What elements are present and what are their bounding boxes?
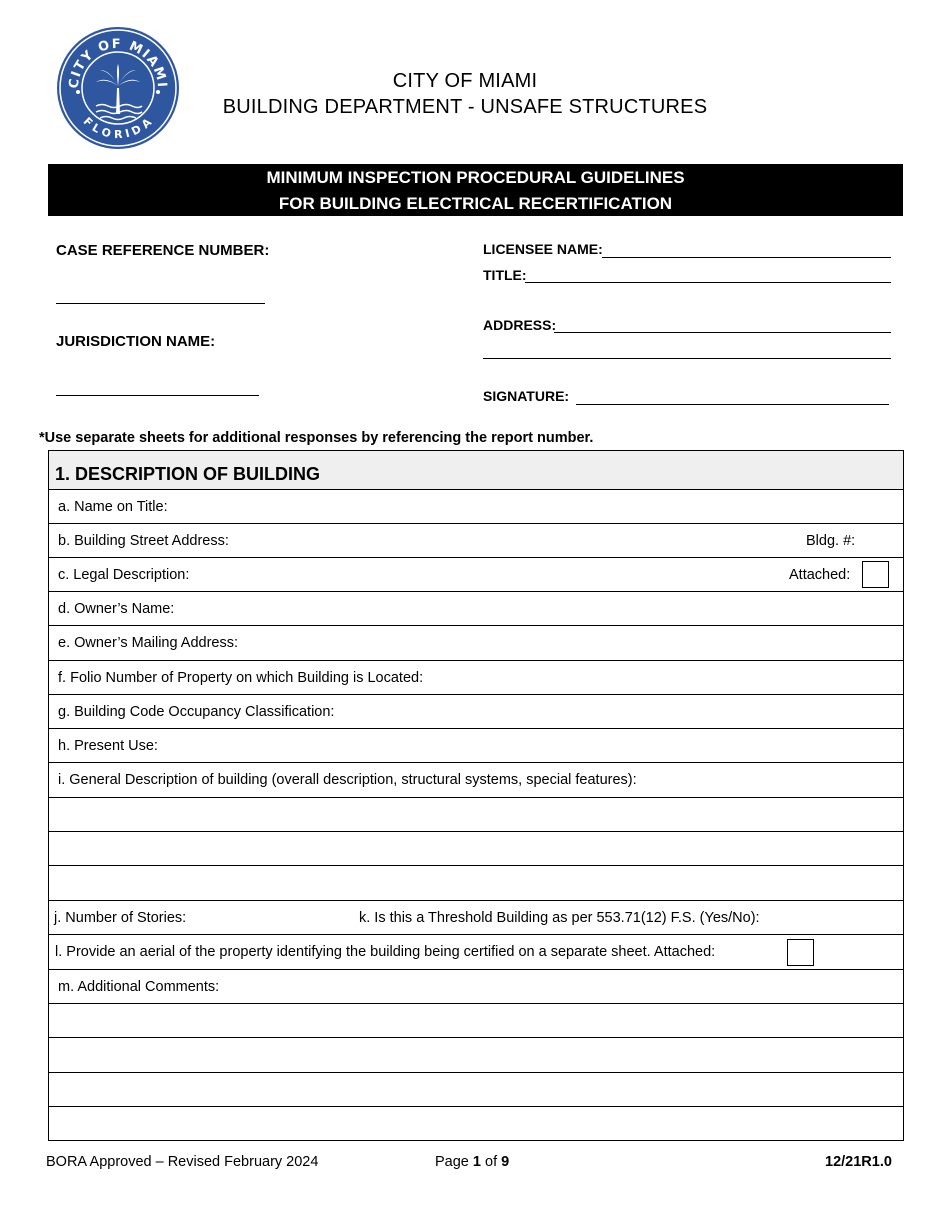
description-of-building-table [48, 450, 904, 1141]
svg-text:FLORIDA: FLORIDA [80, 114, 156, 142]
row-comments-blank-3[interactable] [49, 1073, 903, 1107]
row-comments-blank-2[interactable] [49, 1038, 903, 1073]
jurisdiction-field[interactable] [56, 395, 259, 396]
row-comments-blank-4[interactable] [49, 1107, 903, 1140]
owners-name-label: d. Owner’s Name: [58, 601, 175, 617]
case-reference-label: CASE REFERENCE NUMBER: [56, 242, 270, 259]
address-label: ADDRESS: [483, 317, 557, 333]
title-field[interactable] [525, 282, 891, 283]
row-general-description-blank-1[interactable] [49, 798, 903, 832]
svg-text:CITY OF MIAMI: CITY OF MIAMI [66, 36, 170, 90]
footer-page-number [435, 1154, 509, 1170]
footer-approval: BORA Approved – Revised February 2024 [46, 1154, 319, 1170]
section-heading [49, 451, 903, 490]
licensee-field[interactable] [602, 257, 891, 258]
bldg-number-label: Bldg. #: [806, 533, 856, 549]
legal-description-label: c. Legal Description: [58, 567, 190, 583]
threshold-building-label: k. Is this a Threshold Building as per 553.71(12) F.S. (Yes/No): [359, 910, 760, 926]
address-field-line-1[interactable] [554, 332, 891, 333]
footer-form-code: 12/21R1.0 [825, 1154, 892, 1170]
row-general-description[interactable] [49, 763, 903, 798]
legal-attached-checkbox[interactable] [862, 561, 889, 588]
aerial-attached-checkbox[interactable] [787, 939, 814, 966]
present-use-label: h. Present Use: [58, 738, 158, 754]
banner-line-1: MINIMUM INSPECTION PROCEDURAL GUIDELINES [266, 168, 685, 187]
row-general-description-blank-2[interactable] [49, 832, 903, 866]
jurisdiction-label: JURISDICTION NAME: [56, 333, 216, 350]
page-word: Page [435, 1154, 469, 1170]
header-line-1: CITY OF MIAMI [392, 70, 538, 92]
title-banner [48, 164, 903, 216]
additional-comments-label: m. Additional Comments: [58, 979, 220, 995]
row-owners-name[interactable] [49, 592, 903, 626]
address-field-line-2[interactable] [483, 358, 891, 359]
row-general-description-blank-3[interactable] [49, 866, 903, 901]
owners-mailing-address-label: e. Owner’s Mailing Address: [58, 635, 238, 651]
general-description-label: i. General Description of building (overall description, structural systems, special features): [58, 772, 637, 788]
section-heading-text: 1. DESCRIPTION OF BUILDING [55, 464, 321, 484]
aerial-property-label: l. Provide an aerial of the property identifying the building being certified on a separate sheet. Attached: [55, 944, 716, 960]
row-present-use[interactable] [49, 729, 903, 763]
row-occupancy-classification[interactable] [49, 695, 903, 729]
licensee-label: LICENSEE NAME: [483, 241, 603, 257]
row-legal-description[interactable] [49, 558, 903, 592]
occupancy-classification-label: g. Building Code Occupancy Classification: [58, 704, 335, 720]
row-building-street-address[interactable] [49, 524, 903, 558]
folio-number-label: f. Folio Number of Property on which Building is Located: [58, 670, 424, 686]
city-seal-logo [56, 26, 180, 150]
row-stories-threshold[interactable] [49, 901, 903, 935]
row-name-on-title[interactable] [49, 490, 903, 524]
row-additional-comments[interactable] [49, 970, 903, 1004]
signature-label: SIGNATURE: [483, 388, 570, 404]
banner-line-2: FOR BUILDING ELECTRICAL RECERTIFICATION [278, 194, 673, 213]
number-of-stories-label: j. Number of Stories: [54, 910, 187, 926]
name-on-title-label: a. Name on Title: [58, 499, 168, 515]
legal-attached-label: Attached: [789, 567, 851, 583]
title-label: TITLE: [483, 267, 527, 283]
signature-field[interactable] [576, 404, 889, 405]
case-reference-field[interactable] [56, 303, 265, 304]
row-owners-mailing-address[interactable] [49, 626, 903, 661]
building-street-address-label: b. Building Street Address: [58, 533, 229, 549]
separate-sheets-note: *Use separate sheets for additional responses by referencing the report number. [39, 430, 594, 446]
row-comments-blank-1[interactable] [49, 1004, 903, 1038]
header-line-2: BUILDING DEPARTMENT - UNSAFE STRUCTURES [222, 96, 708, 118]
page-of: of [485, 1154, 498, 1170]
page-current: 1 [472, 1154, 481, 1170]
page-total: 9 [501, 1154, 510, 1170]
row-folio-number[interactable] [49, 661, 903, 695]
row-aerial-property[interactable] [49, 935, 903, 970]
